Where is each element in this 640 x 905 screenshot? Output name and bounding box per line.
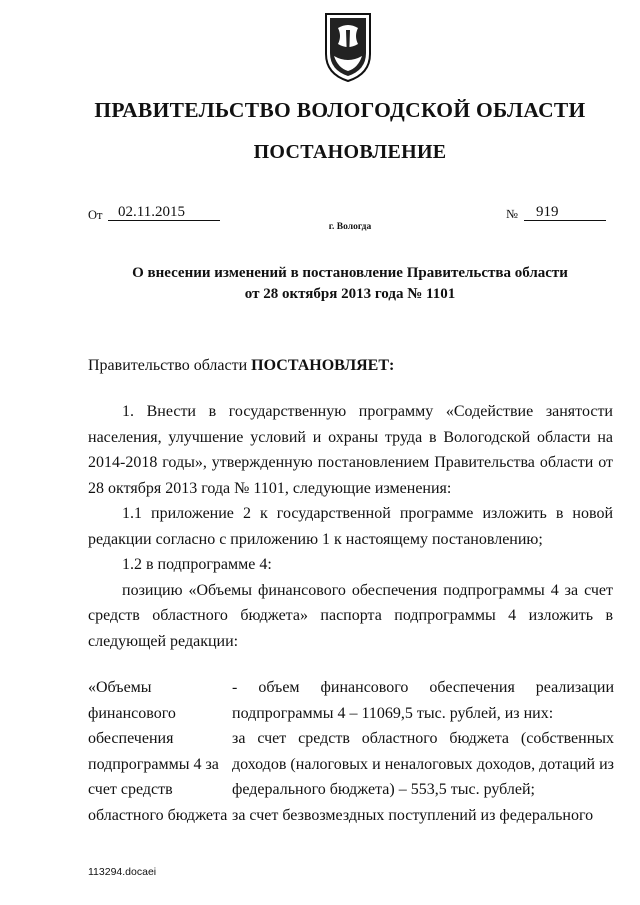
table-right-p1: - объем финансового обеспечения реализации подпрограммы 4 – 11069,5 тыс. рублей, из них: bbox=[232, 679, 614, 722]
table-right-p3: за счет безвозмездных поступлений из федерального bbox=[232, 806, 594, 824]
document-number: 919 bbox=[524, 204, 606, 221]
organization-title: ПРАВИТЕЛЬСТВО ВОЛОГОДСКОЙ ОБЛАСТИ bbox=[94, 98, 586, 122]
resolution-lead bbox=[88, 357, 394, 375]
document-subject bbox=[70, 263, 630, 305]
lead-text: Правительство области bbox=[88, 357, 252, 374]
number-label: № bbox=[506, 207, 518, 221]
lead-bold: ПОСТАНОВЛЯЕТ: bbox=[251, 357, 395, 374]
document-body bbox=[88, 399, 613, 654]
date-label: От bbox=[88, 208, 103, 222]
city: г. Вологда bbox=[328, 222, 372, 232]
coat-of-arms-icon bbox=[320, 10, 376, 84]
paragraph-2: 1.1 приложение 2 к государственной программе изложить в новой редакции согласно с приложению 1 к настоящему постановлению; bbox=[88, 505, 613, 548]
subject-line-2: от 28 октября 2013 года № 1101 bbox=[244, 286, 456, 302]
paragraph-3: 1.2 в подпрограмме 4: bbox=[122, 556, 272, 573]
paragraph-4: позицию «Объемы финансового обеспечения подпрограммы 4 за счет средств областного бюджета» паспорта подпрограммы 4 изложить в следующей редакции: bbox=[88, 581, 613, 650]
table-right-cell bbox=[232, 675, 614, 828]
paragraph-1: 1. Внести в государственную программу «Содействие занятости населения, улучшение условий и охраны труда в Вологодской области на 2014-2018 годы», утвержденную постановлением Правительства области от 28 октября 2013 года № 1101, следующие изменения: bbox=[88, 403, 613, 497]
file-name: 113294.docaei bbox=[88, 866, 157, 878]
document-type: ПОСТАНОВЛЕНИЕ bbox=[253, 141, 447, 163]
document-date: 02.11.2015 bbox=[108, 204, 220, 221]
table-right-p2: за счет средств областного бюджета (собственных доходов (налоговых и неналоговых доходов, дотаций из федерального бюджета) – 553,5 тыс. рублей; bbox=[232, 730, 614, 798]
table-left-cell: «Объемы финансового обеспечения подпрограммы 4 за счет средств областного бюджета bbox=[88, 679, 228, 824]
subject-line-1: О внесении изменений в постановление Правительства области bbox=[132, 265, 568, 281]
